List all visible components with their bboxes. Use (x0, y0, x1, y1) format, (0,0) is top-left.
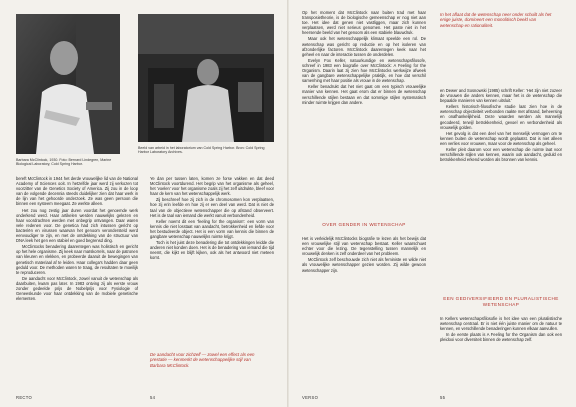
portrait-image (16, 14, 120, 154)
photo-laboratory-caption: Beeld van arbeid in het laboratorium van Cold Spring Harbor. Bron: Cold Spring Harbor Laboratory Archives. (138, 146, 265, 155)
photo-mcclintock-caption: Barbara McClintock, 1930. Foto: Bernard Lindegren, Marine Biological Laboratory, Cold Spring Harbor. (16, 158, 112, 167)
paragraph: Keller benadrukt dat het niet gaat om een typisch vrouwelijke manier van kennen. Het gaat erom dat er binnen de wetenschap verschillende stijlen bestaan en dat sommige stijlen systematisch minder ruimte krijgen dan andere. (302, 84, 426, 105)
paragraph: Zij beschreef hoe zij zich in de chromosomen kon verplaatsen, hoe zij erin leefde en hoe zij er een deel van werd. Dat is niet de taal van de objectieve wetenschapper die op afstand observeert. Het is de taal van iemand die werkt vanuit verbondenheid. (150, 197, 274, 218)
section-heading-pluralistic: EEN GEDIVERSIFIEERD EN PLURALISTISCHE WETENSCHAP (443, 296, 559, 307)
right-text-column-1b (302, 236, 426, 386)
photo-mcclintock-portrait (16, 14, 120, 154)
folio-running-head-right: VERSO (302, 395, 319, 400)
paragraph: Het gevolg is dat een deel van het menselijk vermogen om te kennen buiten de wetenschap wordt geplaatst. Dat is niet alleen een verlies voor vrouwen, maar voor de wetenschap als geheel. (440, 130, 562, 146)
right-text-column-2b (440, 316, 562, 388)
paragraph: Maar ook het wetenschappelijk klimaat speelde een rol. De wetenschap was gericht op reductie en op het isoleren van afzonderlijke factoren. McClintock daarentegen keek naar het geheel en naar de interactie tussen de onderdelen. (302, 36, 426, 57)
paragraph: en Dewer and Sosnowski (1985) schrift Keller: ‘Het zijn niet zozeer de vrouwen die anders kennen, maar het is de wetenschap die bepaalde manieren van kennen uitsluit.’ (440, 88, 562, 104)
paragraph: bereft McClintock in 1944 het derde vrouwelijke lid van de National Academy of Sciences ooit. In hetzelfde jaar werd zij verkozen tot voorzitter van de Genetics Society of America. Zij zou in de loop van de volgende decennia steeds duidelijker zien dat haar werk in de lijn van het gehoorde onderzoek. Ze was geen persoon die binnen een systeem meegaat. Ze werkte alleen. (16, 176, 138, 207)
paragraph: Kellers historisch-filosofische studie laat zien hoe in de wetenschap objectiviteit verbonden raakte met afstand, beheersing en onafhankelijkheid. Deze waarden werden als mannelijk gecodeerd, terwijl betrokkenheid, gevoel en verbondenheid als vrouwelijk golden. (440, 104, 562, 130)
laboratory-image (138, 14, 274, 142)
paragraph: Op het moment dat McClintock naar buiten trad met haar transposietheorie, is de biologische gemeenschap er nog niet aan toe. Het idee dat genen niet vastliggen, maar zich kunnen verplaatsen, werd niet serieus genomen. Het paste niet in het heersende beeld van het genoom als een stabiele blauwdruk. (302, 10, 426, 36)
left-text-column-1 (16, 176, 138, 390)
paragraph: Het zou nog zestig jaar duren voordat het genoemde werk onderkend werd. Haar artikelen werden nauwelijks gelezen en haar voordrachten werden met onbegrip ontvangen. Daar waren vele redenen voor. De genetica had zich intussen gericht op bacteriën en virussen waarvan het genoom verondersteld werd eenvoudiger te zijn, en met de ontdekking van de structuur van DNA leek het gen een stabiel en goed begrensd ding. (16, 207, 138, 244)
right-page (288, 0, 576, 407)
paragraph: Keller pleit daarom voor een wetenschap die ruimte laat voor verschillende stijlen van kennen, waarin ook aandacht, geduld en betrokkenheid erkend worden als bronnen van kennis. (440, 147, 562, 163)
paragraph: McClintocks benadering daarentegen was holistisch en gericht op het hele organisme. Zij keek naar maïskorrels, naar de patronen van kleuren en vlekken, en probeerde daaruit de bewegingen van genetisch materiaal af te leiden. Haar collega's hadden daar geen geduld voor. De methoden waren te traag, de resultaten te moeilijk te reproduceren. (16, 244, 138, 275)
right-text-column-2 (440, 88, 562, 292)
paragraph: In de eerste plaats is A Feeling for the Organism dan ook een pleidooi voor diversiteit binnen de wetenschap zelf. (440, 332, 562, 343)
folio-running-head-left: RECTO (16, 395, 33, 400)
paragraph: Toch is het juist deze benadering die tot ontdekkingen leidde die anderen niet konden doen. Het is de benadering van iemand die tijd neemt, die kijkt en blijft kijken, ook als het antwoord niet meteen komt. (150, 240, 274, 261)
photo-laboratory (138, 14, 274, 142)
paragraph: Het is verleidelijk McClintocks biografie te lezen als het bewijs dat een vrouwelijke stijl van wetenschap bestaat. Keller waarschuwt echter voor die lezing. De tegenstelling tussen mannelijk en vrouwelijk denken is zelf onderdeel van het probleem. (302, 236, 426, 257)
paragraph: Evelyn Fox Keller, natuurkundige en wetenschapsfilosofe, schreef in 1983 een biografie over McClintock: A Feeling for the Organism. Daarin laat zij zien hoe McClintocks werkwijze afweek van de gangbare wetenschappelijke praktijk, en hoe dat verschil samenhing met haar positie als vrouw in de wetenschap. (302, 57, 426, 84)
section-heading-gender: OVER GENDER IN WETENSCHAP (322, 222, 406, 227)
paragraph: Ye dan per tussen laten, komen ze forse vakken en dat deed McClintock voortdurend. Het begrip van het organisme als geheel, het ‘voelen’ voor het organisme zoals zij het zelf uitdrukte, bleef voor haar de kern van het wetenschappelijk werk. (150, 176, 274, 197)
paragraph: In Kellers wetenschapsfilosofie is het idee van een pluralistische wetenschap centraal. Er is niet één juiste manier om de natuur te kennen, en verschillende benaderingen kunnen elkaar aanvullen. (440, 316, 562, 332)
pull-quote-left: De aandacht voor zichzelf — zowel een effect als een prestatie — kenmerkt de wetenschappelijke stijl van Barbara McClintock. (150, 352, 255, 368)
paragraph: Keller noemt dit een ‘feeling for the organism’: een vorm van kennis die niet losstaat van aandacht, betrokkenheid en liefde voor het bestudeerde object. Het is een vorm van kennis die binnen de gangbare wetenschap nauwelijks ruimte krijgt. (150, 218, 274, 240)
paragraph: De aandacht voor McClintock, zowel vanuit de wetenschap als daarbuiten, kwam pas later. In 1983 ontving zij als eerste vrouw zonder gedeelde prijs de Nobelprijs voor Fysiologie of Geneeskunde voor haar ontdekking van de mobiele genetische elementen. (16, 275, 138, 302)
left-text-column-2 (150, 176, 274, 346)
page-number-left: 54 (150, 395, 156, 400)
pull-quote-right: In het aflaat dat de wetenschap neer onder schuilt als het enige juiste, domineert een monolitisch beeld van wetenschap en rationaliteit. (440, 12, 552, 28)
right-text-column-1 (302, 10, 426, 216)
page-number-right: 55 (440, 395, 446, 400)
paragraph: McClintock zelf beschouwde zich niet als feministe en wilde niet als vrouwelijke wetenschapper gezien worden. Zij wilde gewoon wetenschapper zijn. (302, 257, 426, 273)
